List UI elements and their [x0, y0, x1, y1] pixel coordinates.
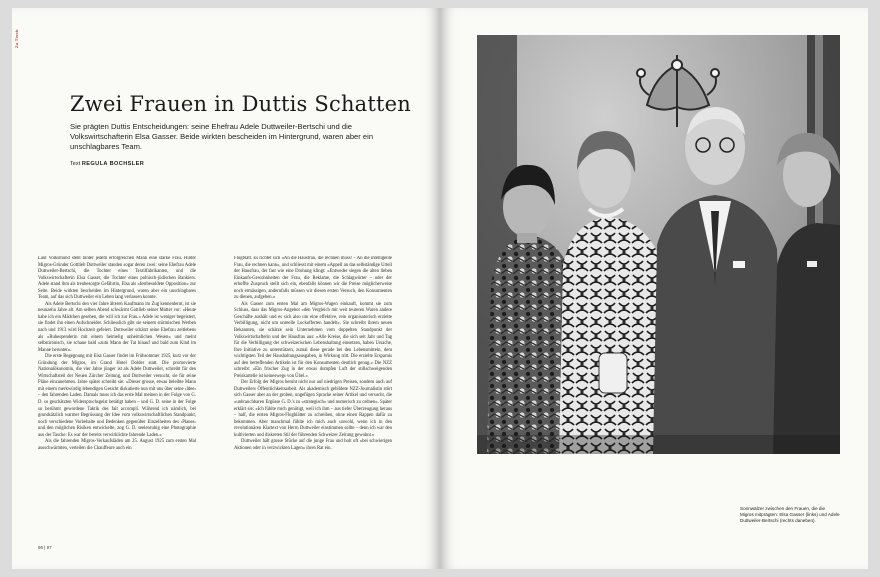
paragraph: Als die fahrenden Migros-Verkaufsläden am 25. August 1925 zum ersten Mal ausschwärmten, verteilen die Chauffeure auch ein	[38, 439, 196, 451]
paragraph: Die erste Begegnung mit Elsa Gasser findet im Frühsommer 1925, kurz vor der Gründung der Migros, im Grand Hotel Dolder statt. Die promovierte Nationalökonomin, die vier Jahre jünger ist als Adele Duttweiler, schreibt für den Wirtschaftsteil der Neuen Zürcher Zeitung, und Duttweiler versucht, sie für seine Pläne einzunehmen. Jahre später schreibt sie: «Dieser grosse, etwas beleibte Mann mit einem merkwürdig lebendigen Gesicht diskutierte nun mit uns über seine ‹Idee› – den fahrenden Laden. Damals muss ich das erste Mal meinen in der Folge von G. D. so geschätzten Widerspruchsgeist betätigt haben – und G. D. seine in der Folge so berühmt gewordene Taktik des fait accompli. Während ich nämlich, bei grundsätzlich warmer Begrüssung der Idee vom volkswirtschaftlichen Standpunkt, noch verschiedene Vorbehalte und Bedenken gegenüber Einzelheiten des ‹Planes› und den möglichen Risiken entwickelte, zog G. D. seelenruhig eine Photographie aus der Tasche: Es war der bereits verwirklichte fahrende Laden.»	[38, 354, 196, 438]
paragraph: Als Gasser zum ersten Mal am Migros-Wagen einkauft, kommt sie zum Schluss, dass das Migros-Angebot «den Vergleich mit weit teureren Waren andere Geschäfte aushält und es sich also um eine effektive, rein organisatorisch erzielte Verbilligung, nicht um unreelle Lockofferten handelt». Sie schreibt ihrem neuen Bekannten, sie schätze sein Unternehmen vom doppelten Standpunkt der Volkswirtschafterin und der Hausfrau aus: «Alle Kreise, die sich seit Jahr und Tag für die Verbilligung der schweizerischen Lebenshaltung einsetzen, haben Ursache, Ihre Initiative zu unterstützen, zumal diese gerade bei den Lebensmitteln, dem wichtigsten Teil der Haushaltungsausgaben, in Wirkung tritt. Die erzielte Ersparnis auf den betreffenden Artikeln ist für den Konsumenten deutlich genug.» Die NZZ schreibt: «Ein frischer Zug in der etwas dumpfen Luft der stillschweigenden Preiskartelle ist keineswegs von Übel.»	[234, 301, 392, 379]
paragraph: Flugblatt. Es richtet sich «An die Hausfrau, die rechnen muss! – An die intelligente Frau, die rechnen kann», und schliesst mit einem «Appell an das selbständige Urteil der Hausfrau, der fast wie eine Drohung klingt: «Entweder siegen die alten lieben Einkaufs-Gewohnheiten der Frau, die Reklame, die Schlagwörter – oder der erhoffte Zuspruch stellt sich ein, ebenfalls können wir die Preise möglicherweise noch ermässigen, andernfalls müssen wir diesen ersten Versuch, den Konsumenten zu dienen, aufgeben.»	[234, 256, 392, 301]
article-lead: Sie prägten Duttis Entscheidungen: seine Ehefrau Adele Duttweiler-Bertschi und die Volkswirtschafterin Elsa Gasser. Beide wirkten bescheiden im Hintergrund, waren aber ein unschlagbares Team.	[70, 122, 374, 151]
left-page	[12, 8, 440, 569]
paragraph: Der Erfolg der Migros beruht nicht nur auf niedrigen Preisen, sondern auch auf Duttweilers Öffentlichkeitsarbeit. Als akademisch gebildete NZZ-Journalistin stört sich Gasser aber an der groben, ungefügen Sprache seiner Artikel und versucht, die «unbrauchbaren Ergüsse G. D.'s zu «strategisch» und numerisch zu ordnen». Später erklärt sie: «Ich fühlte mich genötigt, weil ich ihm – aus tiefer Überzeugung heraus – half, die ersten Migros-Flugblätter zu schreiben, ohne einen Rappen dafür zu bekommen. Aber manchmal fühlte ich mich auch unwohl, wenn ich in den revolutionären Klartext von Herrn Duttweiler einstimmen sollte – denn ich war den kultivierten und diskreten Stil der führenden Schweizer Zeitung gewohnt.»	[234, 380, 392, 438]
paragraph: Als Adele Bertschi den vier Jahre älteren Kaufmann im Zug kennenlernt, ist sie neunzehn Jahre alt. Am selben Abend schwärmt Gottlieb seiner Mutter vor: «Heute habe ich ein Mädchen gesehen, die will ich zur Frau.» Adele ist weniger begeistert, sie findet ihn einen Aufschneider. Schliesslich gibt sie seinem stürmischen Werben nach und 1913 wird Hochzeit gefeiert. Duttweiler schätzt seine Ehefrau zeitlebens als «Ruhespenderin mit einem heimelig unheimlichen Wesen» und meint selbstironisch, sie schaue bald «zum Mann der Tat hinauf und bald zum Kind im Manne herunter».	[38, 301, 196, 353]
body-column-2	[234, 256, 392, 538]
byline	[70, 161, 144, 167]
byline-author: REGULA BOCHSLER	[81, 161, 145, 167]
byline-prefix: Text	[70, 161, 81, 167]
right-page	[440, 8, 868, 569]
section-tag: Zu Tisch	[14, 29, 19, 48]
paragraph: Duttweiler hält grosse Stücke auf die junge Frau und holt oft «bei schwierigen Aktionen oder in verzwickten Lagen» ihren Rat ein.	[234, 439, 392, 451]
photo-caption: Sonnwälzer zwischen den Frauen, die die Migros mitprägten: Elsa Gasser (links) und Adele Duttweiler-Bertschi (rechts daneben).	[740, 506, 840, 523]
page-number: 96 | 97	[38, 545, 52, 550]
group-photo	[477, 35, 840, 454]
paragraph: Laut Volksmund steht hinter jedem erfolgreichen Mann eine starke Frau. Hinter Migros-Gründer Gottlieb Duttweiler standen sogar deren zwei: seine Ehefrau Adele Duttweiler-Bertschi, die Tochter eines Textilfabrikanten, und die Volkswirtschafterin Elsa Gasser, die Tochter eines polnisch-jüdischen Bankiers. Adele stand ihm als treubesorgte Gefährtin, Elsa als «festbesoldete Opposition» zur Seite. Beide wirkten bescheiden im Hintergrund, waren aber ein unschlagbares Team, auf das sich Duttweiler ein Leben lang verlassen konnte.	[38, 256, 196, 301]
article-headline: Zwei Frauen in Duttis Schatten	[70, 92, 412, 116]
magazine-spread	[12, 8, 868, 569]
body-column-1	[38, 256, 196, 538]
